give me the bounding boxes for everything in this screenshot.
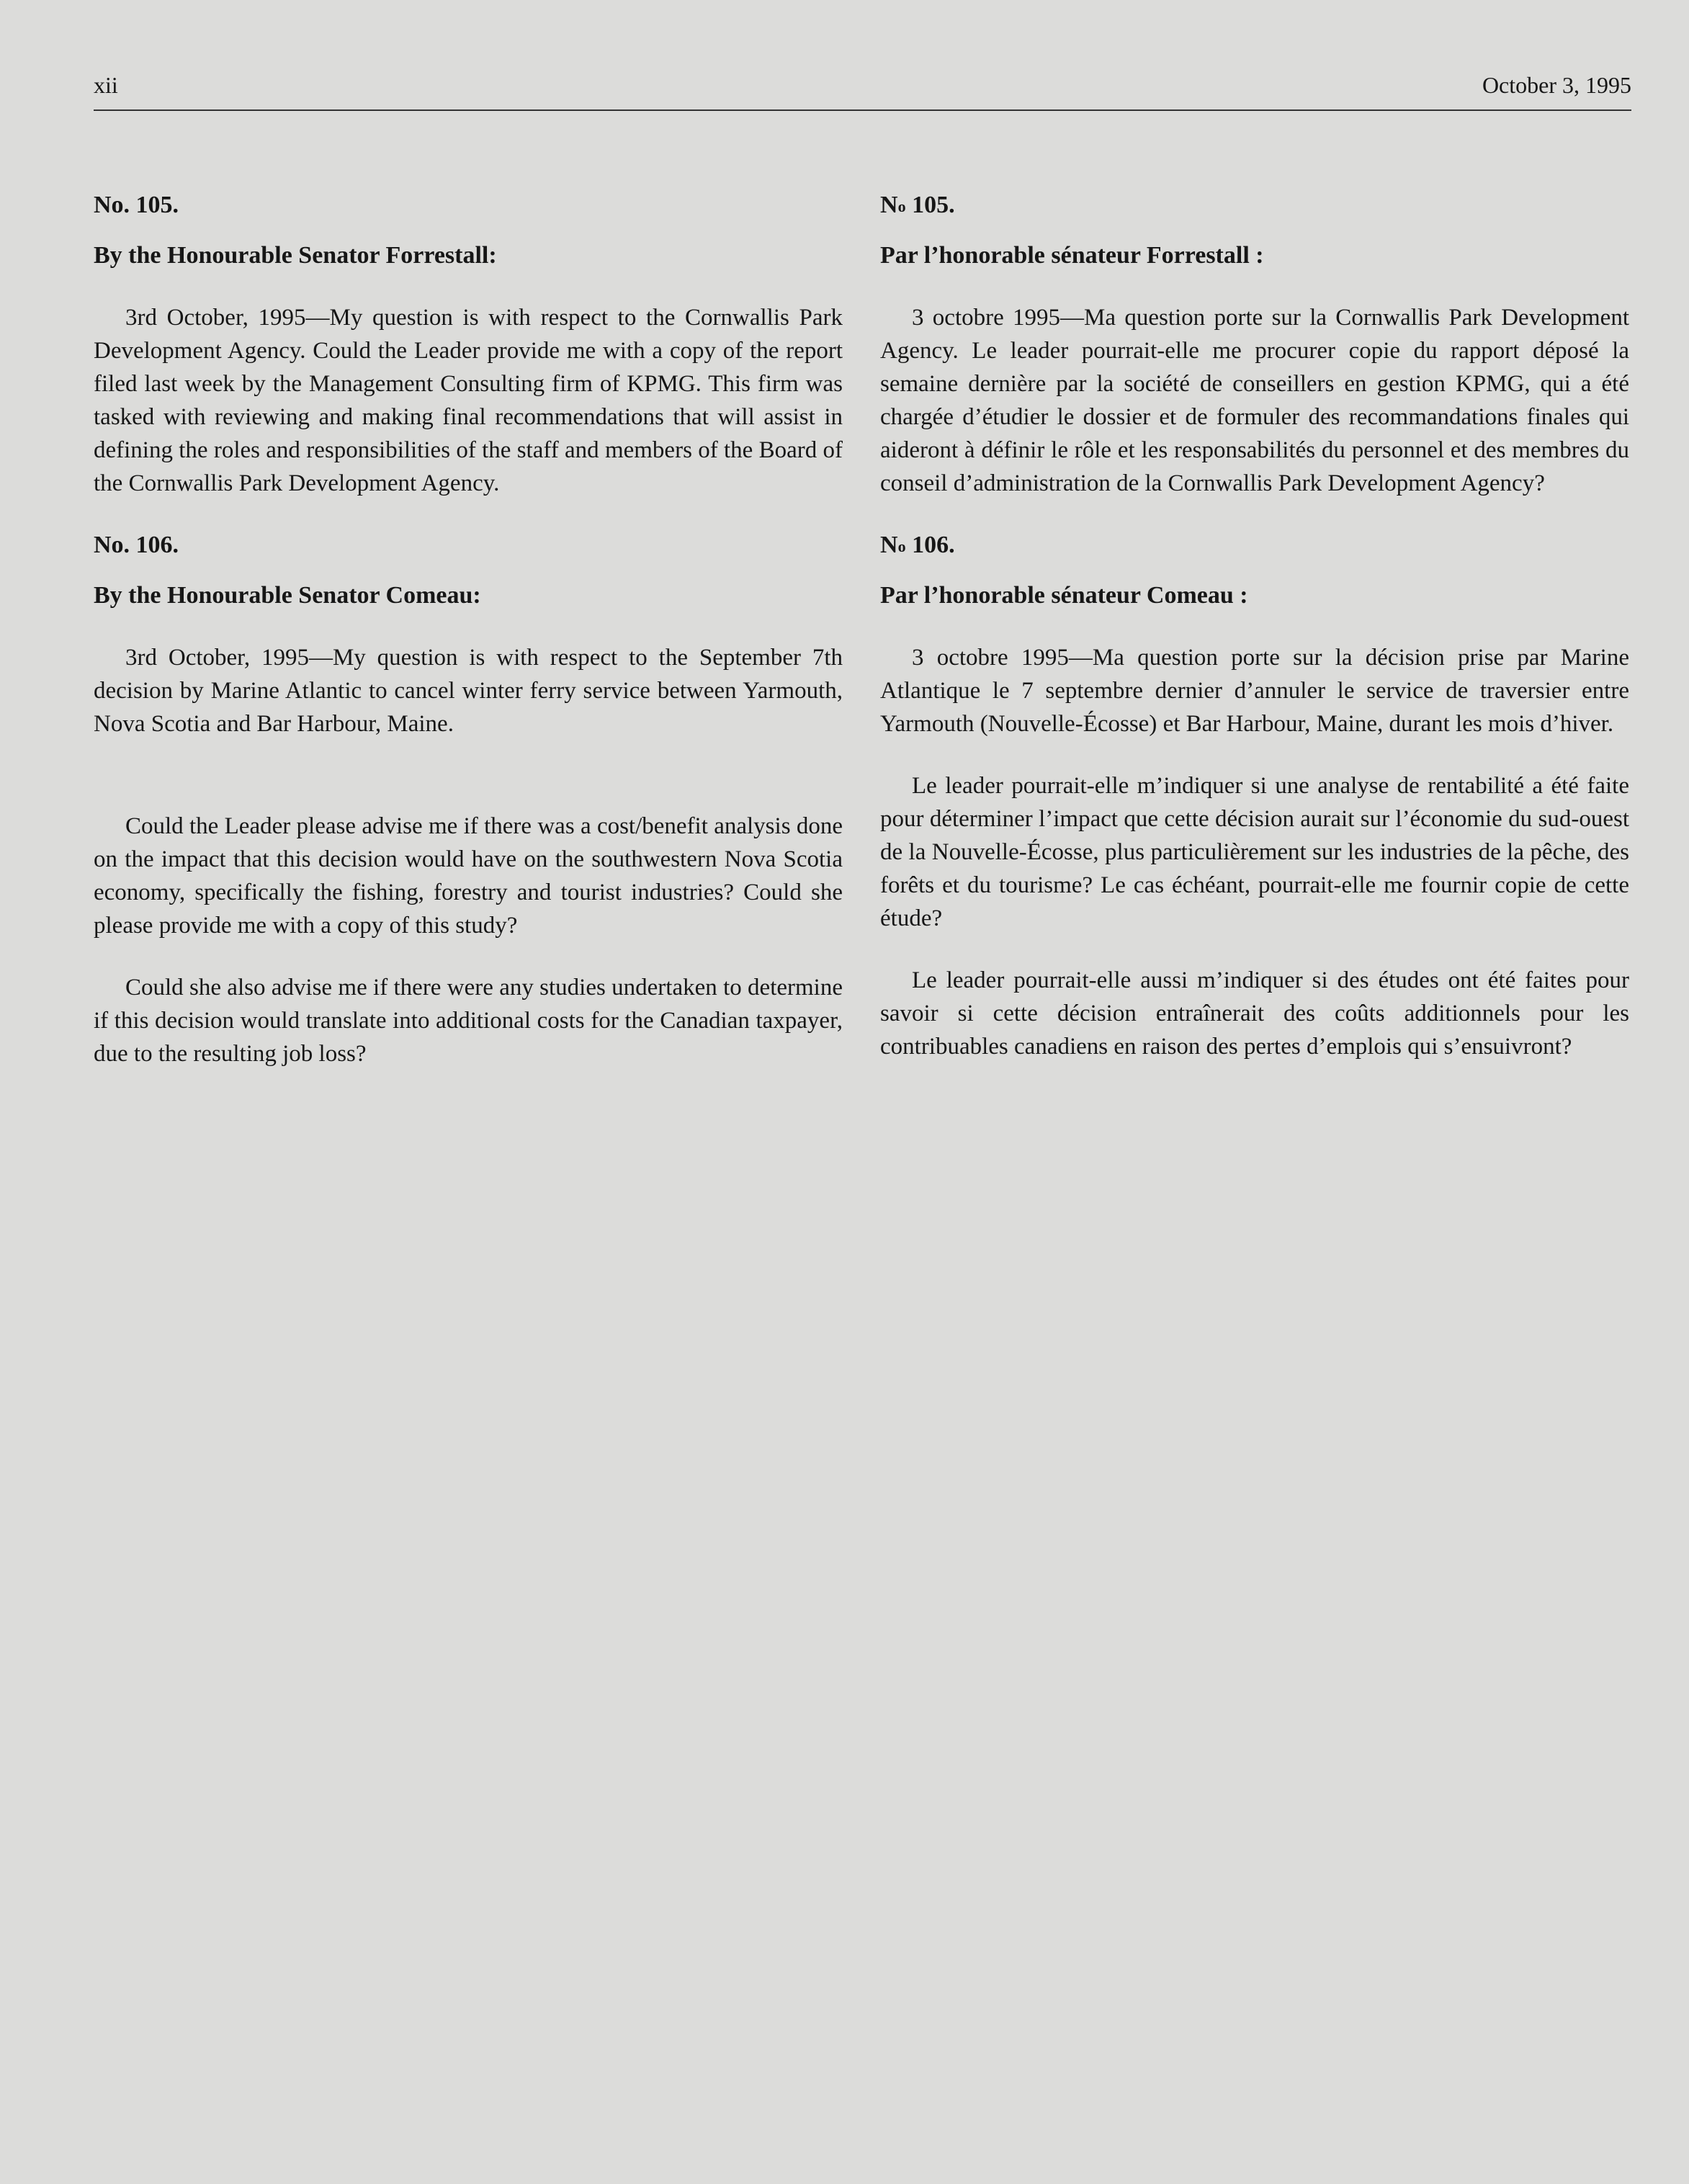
question-106-author-fr: Par l’honorable sénateur Comeau : <box>880 582 1248 609</box>
question-106-text-1: 3rd October, 1995—My question is with respect to the September 7th decision by Marine Atlantic to cancel winter ferry service between Yarmouth, Nova Scotia and Bar Harbour, Maine. <box>94 645 843 737</box>
question-105-number-fr: $N^o$ 105. <box>880 192 955 218</box>
page-number: xii <box>94 72 118 98</box>
header-date: October 3, 1995 <box>1482 72 1631 98</box>
question-105-text-fr: 3 octobre 1995—Ma question porte sur la Cornwallis Park Development Agency. Le leader pourrait-elle me procurer copie du rapport déposé la semaine dernière par la société de conseillers en gestion KPMG, qui a été chargée d’étudier le dossier et de formuler des recommandations finales qui aideront à définir le rôle et les responsabilités du personnel et des membres du conseil d’administration de la Cornwallis Park Development Agency? <box>880 305 1629 496</box>
question-105-author-fr: Par l’honorable sénateur Forrestall : <box>880 242 1264 269</box>
english-column <box>94 189 843 1099</box>
question-106-text-fr-2: Le leader pourrait-elle m’indiquer si une analyse de rentabilité a été faite pour déterminer l’impact que cette décision aurait sur l’économie du sud-ouest de la Nouvelle-Écosse, plus particulièrement sur les industries de la pêche, des forêts et du tourisme? Le cas échéant, pourrait-elle me fournir copie de cette étude? <box>880 773 1629 931</box>
question-106-number-fr: $N^o$ 106. <box>880 532 955 558</box>
question-106-text-2: Could the Leader please advise me if there was a cost/benefit analysis done on the impact that this decision would have on the southwestern Nova Scotia economy, specifically the fishing, forestry and tourist industries? Could she please provide me with a copy of this study? <box>94 813 843 939</box>
french-column <box>880 189 1629 1092</box>
question-106-text-3: Could she also advise me if there were any studies undertaken to determine if this decision would translate into additional costs for the Canadian taxpayer, due to the resulting job loss? <box>94 975 843 1067</box>
question-105-text: 3rd October, 1995—My question is with respect to the Cornwallis Park Development Agency. Could the Leader provide me with a copy of the report filed last week by the Management Consulting firm of KPMG. This firm was tasked with reviewing and making final recommendations that will assist in defining the roles and responsibilities of the staff and members of the Board of the Cornwallis Park Development Agency. <box>94 305 843 496</box>
question-105-number: No. 105. <box>94 192 179 218</box>
header-rule <box>94 109 1631 111</box>
question-106-author: By the Honourable Senator Comeau: <box>94 582 481 609</box>
question-106-text-fr-3: Le leader pourrait-elle aussi m’indiquer si des études ont été faites pour savoir si cette décision entraînerait des coûts additionnels pour les contribuables canadiens en raison des pertes d’emplois qui s’ensuivront? <box>880 967 1629 1060</box>
question-106-number: No. 106. <box>94 532 179 558</box>
page-header <box>94 72 1631 108</box>
question-106-text-fr-1: 3 octobre 1995—Ma question porte sur la décision prise par Marine Atlantique le 7 septembre dernier d’annuler le service de traversier entre Yarmouth (Nouvelle-Écosse) et Bar Harbour, Maine, durant les mois d’hiver. <box>880 645 1629 737</box>
question-105-author: By the Honourable Senator Forrestall: <box>94 242 497 269</box>
